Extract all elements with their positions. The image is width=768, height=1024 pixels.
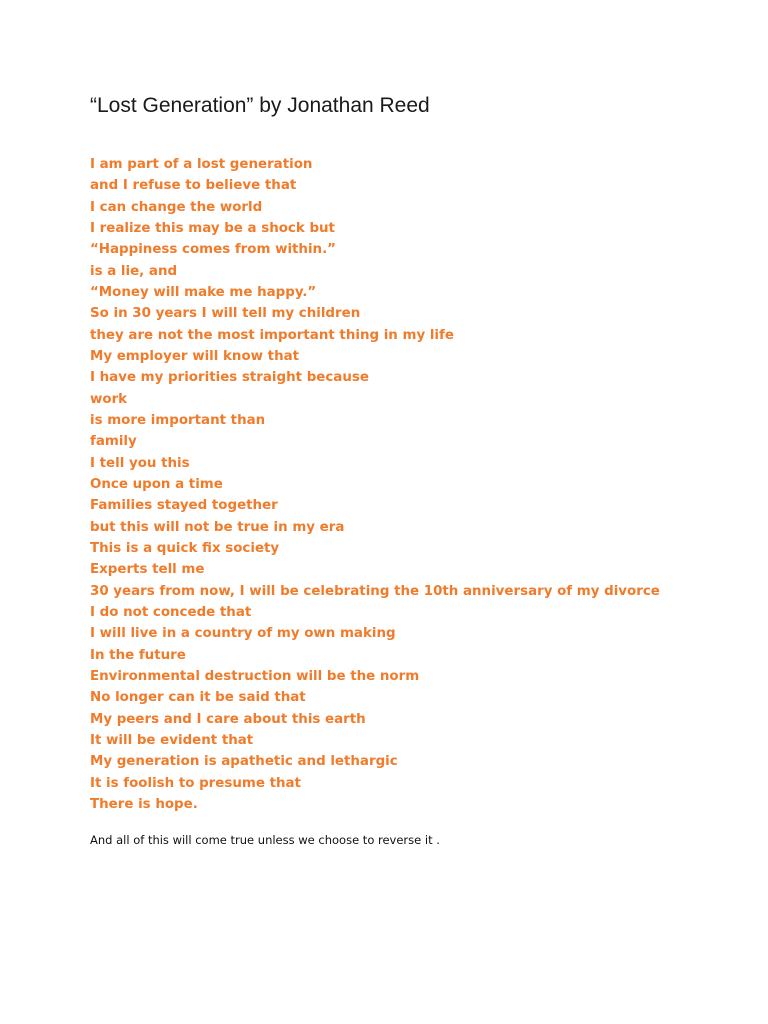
- poem-line: 30 years from now, I will be celebrating the 10th anniversary of my divorce: [90, 583, 660, 599]
- closing-line: And all of this will come true unless we choose to reverse it .: [90, 833, 440, 847]
- poem-body: [90, 154, 660, 815]
- poem-line: work: [90, 391, 128, 407]
- poem-line: Families stayed together: [90, 498, 278, 514]
- poem-line: they are not the most important thing in my life: [90, 327, 454, 343]
- poem-line: and I refuse to believe that: [90, 178, 297, 194]
- document-title: “Lost Generation” by Jonathan Reed: [90, 94, 430, 117]
- poem-line: It will be evident that: [90, 732, 254, 748]
- poem-line: No longer can it be said that: [90, 690, 306, 706]
- poem-line: family: [90, 434, 137, 450]
- poem-line: This is a quick fix society: [90, 540, 280, 556]
- poem-line: Once upon a time: [90, 476, 223, 492]
- poem-line: My peers and I care about this earth: [90, 711, 366, 727]
- poem-line: My employer will know that: [90, 348, 300, 364]
- poem-line: I am part of a lost generation: [90, 157, 313, 172]
- poem-line: “Happiness comes from within.”: [90, 242, 336, 258]
- poem-line: There is hope.: [90, 796, 198, 812]
- poem-line: I will live in a country of my own making: [90, 626, 396, 642]
- poem-line: is a lie, and: [90, 263, 178, 279]
- poem-line: I do not concede that: [90, 604, 252, 620]
- poem-line: Environmental destruction will be the norm: [90, 668, 420, 684]
- poem-line: is more important than: [90, 412, 266, 428]
- poem-line: It is foolish to presume that: [90, 775, 301, 791]
- poem-line: I realize this may be a shock but: [90, 220, 335, 236]
- poem-line: In the future: [90, 647, 186, 663]
- poem-line: I can change the world: [90, 199, 263, 215]
- poem-line: Experts tell me: [90, 562, 205, 578]
- poem-line: “Money will make me happy.”: [90, 284, 317, 300]
- poem-line: I have my priorities straight because: [90, 370, 369, 386]
- poem-line: So in 30 years I will tell my children: [90, 306, 361, 322]
- poem-line: My generation is apathetic and lethargic: [90, 754, 398, 770]
- poem-line: but this will not be true in my era: [90, 519, 345, 535]
- poem-line: I tell you this: [90, 455, 190, 471]
